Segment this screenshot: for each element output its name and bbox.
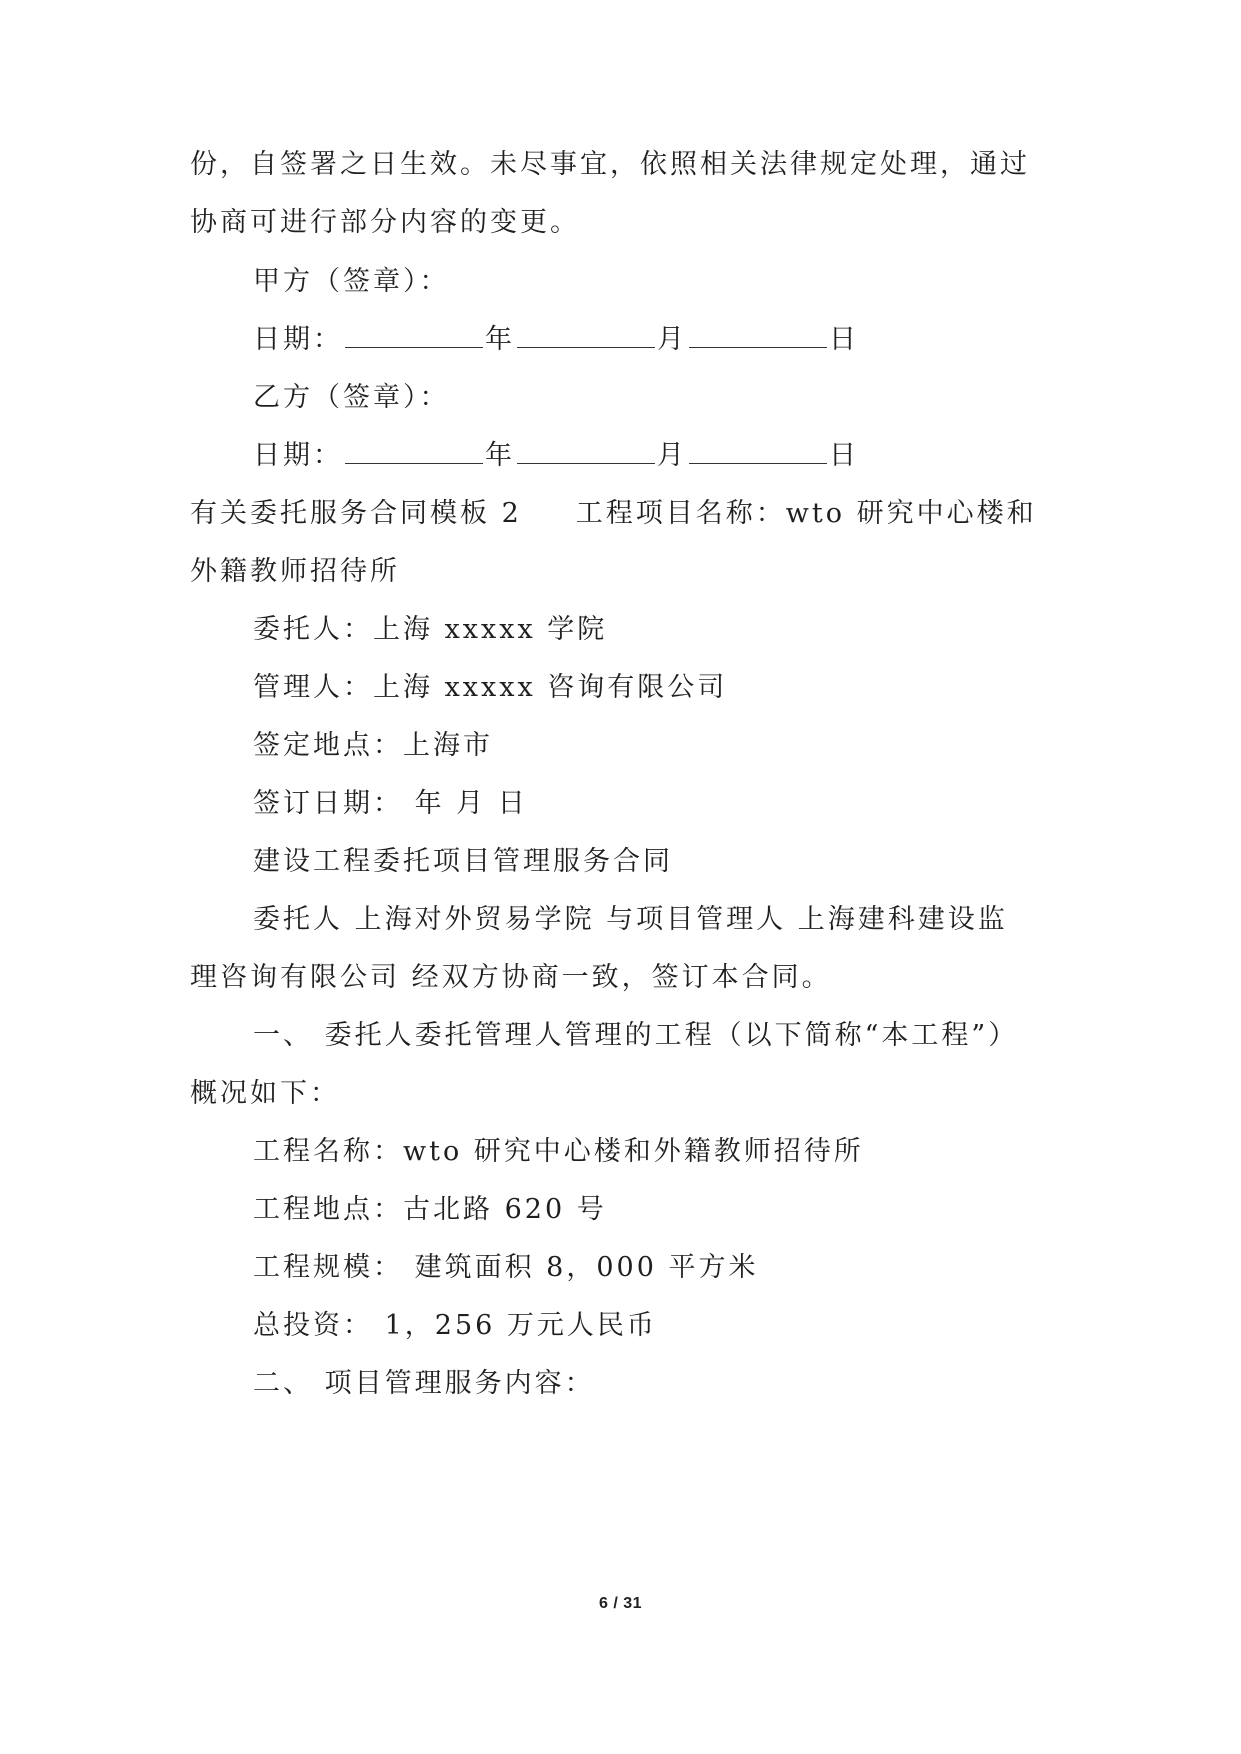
body-line: 外籍教师招待所 [190,556,400,587]
section-heading-line [190,494,1070,534]
project-name-line: 工程名称：wto 研究中心楼和外籍教师招待所 [253,1136,864,1167]
body-line: 份，自签署之日生效。未尽事宜，依照相关法律规定处理，通过 [190,149,1030,180]
day-blank [689,325,827,348]
body-line: 概况如下： [190,1078,340,1109]
page-number: 6 / 31 [598,1595,643,1612]
project-scale-line: 工程规模： 建筑面积 8，000 平方米 [253,1252,759,1283]
day-label: 日 [829,324,859,355]
signing-place-line: 签定地点：上海市 [253,730,493,761]
body-line: 一、 委托人委托管理人管理的工程（以下简称“本工程”） [253,1020,1019,1051]
contract-title: 建设工程委托项目管理服务合同 [253,846,673,877]
month-blank [517,441,655,464]
month-blank [517,325,655,348]
date-label: 日期： [253,324,343,355]
signing-date-line: 签订日期： 年 月 日 [253,788,528,819]
body-line: 协商可进行部分内容的变更。 [190,207,580,238]
day-label: 日 [829,440,859,471]
year-blank [345,441,483,464]
day-blank [689,441,827,464]
year-blank [345,325,483,348]
project-name-start: 工程项目名称：wto 研究中心楼和 [575,498,1037,529]
manager-line: 管理人：上海 xxxxx 咨询有限公司 [253,672,728,703]
party-b-signature-label: 乙方（签章）： [253,382,450,413]
date-label: 日期： [253,440,343,471]
party-a-date-line [253,320,1070,360]
month-label: 月 [657,324,687,355]
total-investment-line: 总投资： 1，256 万元人民币 [253,1310,657,1341]
body-line: 委托人 上海对外贸易学院 与项目管理人 上海建科建设监 [253,904,1008,935]
body-line: 理咨询有限公司 经双方协商一致，签订本合同。 [190,962,832,993]
year-label: 年 [485,324,515,355]
section-two-heading: 二、 项目管理服务内容： [253,1368,595,1399]
section-title: 有关委托服务合同模板 2 [190,498,522,529]
client-line: 委托人：上海 xxxxx 学院 [253,614,608,645]
party-a-signature-label: 甲方（签章）： [253,266,450,297]
project-location-line: 工程地点：古北路 620 号 [253,1194,607,1225]
year-label: 年 [485,440,515,471]
month-label: 月 [657,440,687,471]
party-b-date-line [253,436,1070,476]
